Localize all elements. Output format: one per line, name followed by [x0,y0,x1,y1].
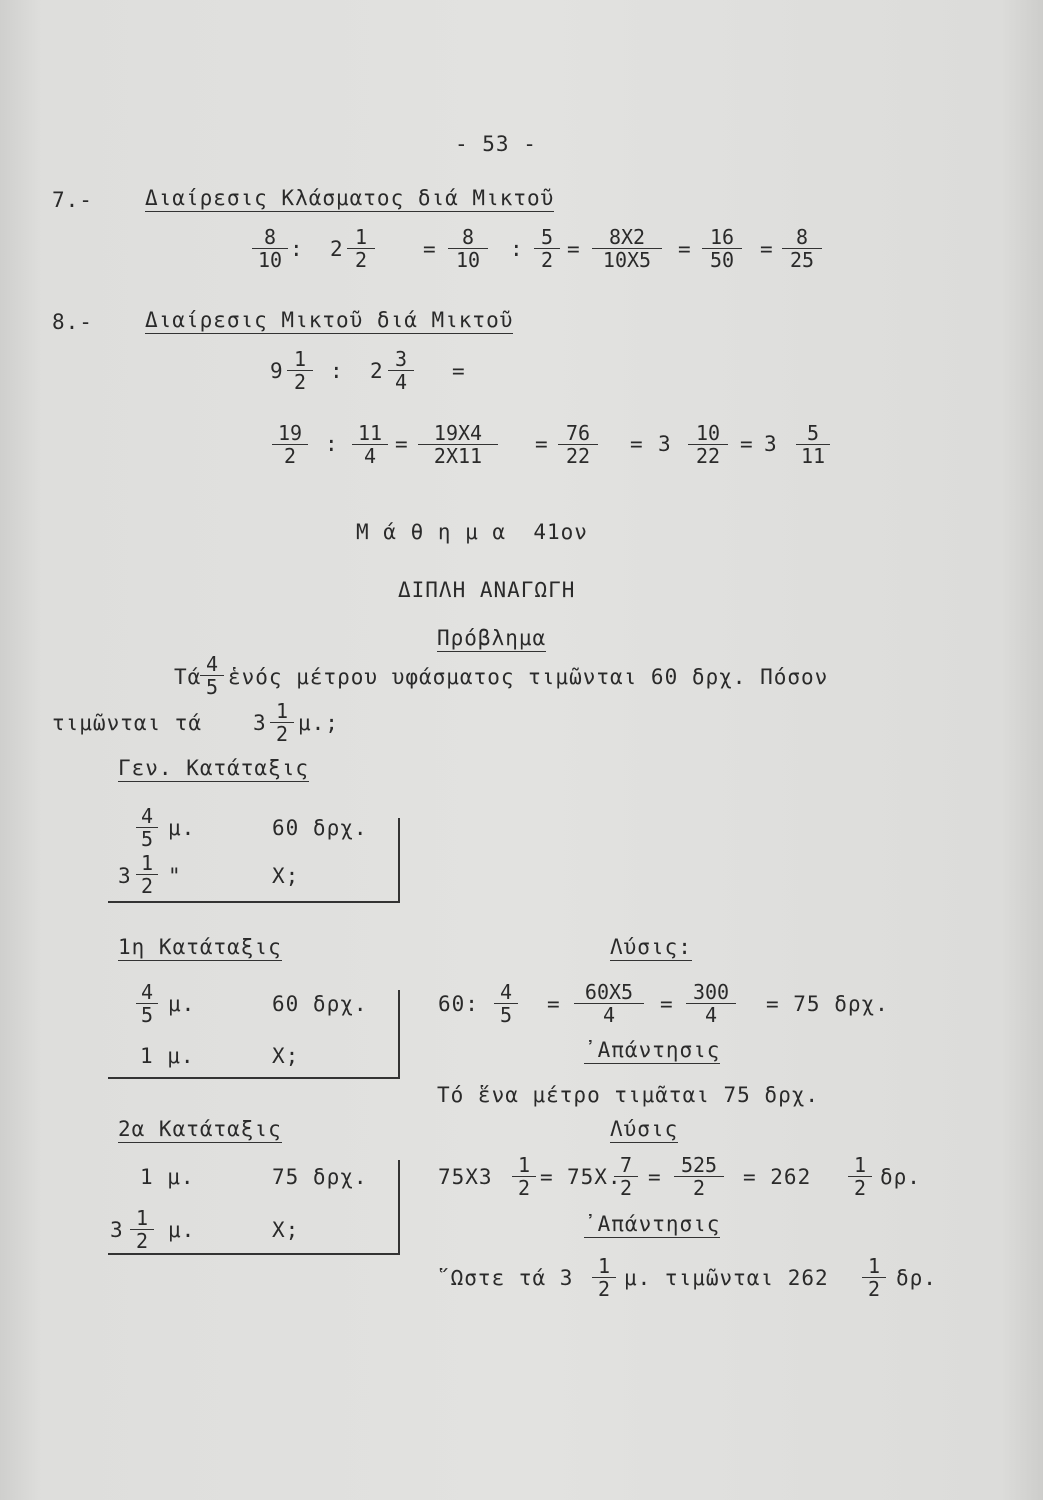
unit: μ. [168,992,196,1016]
whole-number: 3 [764,432,778,456]
value: X; [272,864,300,888]
solution-text: = 262 [743,1165,812,1189]
operator: = [630,432,644,456]
fraction: $\frac{5}{2}$ [534,226,560,271]
fraction: $\frac{16}{50}$ [702,226,742,271]
whole-number: 9 [270,359,284,383]
answer-text: ῞Ωστε τά 3 [437,1266,574,1290]
section-8-number: 8.- [52,310,93,334]
whole-number: 3 [110,1218,124,1242]
answer-text: δρ. [896,1266,937,1290]
operator: : [510,237,524,261]
lesson-subtitle: ΔΙΠΛΗ ΑΝΑΓΩΓΗ [398,578,576,602]
problem-text: ἑνός μέτρου υφάσματος τιμῶνται 60 δρχ. Πόσον [228,665,829,689]
fraction: $\frac{10}{22}$ [688,422,728,467]
fraction: $\frac{19}{2}$ [272,422,308,467]
operator: : [330,359,344,383]
fraction: $\frac{4}{5}$ [136,805,158,850]
unit: 1 μ. [140,1165,195,1189]
problem-text: Τά [174,665,202,689]
solution-text: 60: [438,992,479,1016]
operator: = [660,992,674,1016]
fraction: $\frac{8X2}{10X5}$ [592,226,662,271]
table-divider [108,901,400,903]
operator: = [760,237,774,261]
solution-text: 75X. [567,1165,622,1189]
operator: = [395,432,409,456]
operator: : [290,237,304,261]
lesson-title: Μ ά θ η μ α 41ον [356,520,588,544]
whole-number: 3 [253,711,267,735]
table-divider [398,1160,400,1254]
fraction: $\frac{1}{2}$ [130,1207,154,1252]
whole-number: 2 [370,359,384,383]
fraction: $\frac{4}{5}$ [200,653,224,698]
answer-label: ᾿Απάντησις [584,1212,721,1236]
solution-text: δρ. [880,1165,921,1189]
fraction: $\frac{60X5}{4}$ [574,981,644,1026]
fraction: $\frac{8}{10}$ [448,226,488,271]
value: 60 δρχ. [272,816,368,840]
solution-label: Λύσις [610,1117,679,1141]
table-divider [398,818,400,902]
gen-arrangement-title: Γεν. Κατάταξις [118,756,310,780]
table-divider [398,990,400,1078]
operator: = [540,1165,554,1189]
fraction: $\frac{1}{2}$ [270,700,294,745]
operator: = [648,1165,662,1189]
whole-number: 3 [118,864,132,888]
operator: = [740,432,754,456]
answer-text: Τό ἕνα μέτρο τιμᾶται 75 δρχ. [437,1083,820,1107]
fraction: $\frac{3}{4}$ [388,348,414,393]
fraction: $\frac{300}{4}$ [686,981,736,1026]
solution-text: 75X3 [438,1165,493,1189]
answer-text: μ. τιμῶνται 262 [624,1266,829,1290]
operator: : [325,432,339,456]
operator: = [678,237,692,261]
fraction: $\frac{5}{11}$ [796,422,830,467]
solution-text: = 75 δρχ. [766,992,889,1016]
problem-label: Πρόβλημα [437,626,547,650]
operator: = [452,359,466,383]
operator: = [535,432,549,456]
fraction: $\frac{1}{2}$ [592,1255,616,1300]
fraction: $\frac{7}{2}$ [614,1154,638,1199]
fraction: $\frac{4}{5}$ [136,981,158,1026]
table-divider [108,1077,400,1079]
value: X; [272,1218,300,1242]
unit: 1 μ. [140,1044,195,1068]
whole-number: 2 [330,237,344,261]
fraction: $\frac{1}{2}$ [512,1154,536,1199]
unit: μ. [168,1218,196,1242]
operator: = [423,237,437,261]
fraction: $\frac{19X4}{2X11}$ [418,422,498,467]
operator: = [567,237,581,261]
first-arrangement-title: 1η Κατάταξις [118,935,282,959]
fraction: $\frac{8}{10}$ [252,226,288,271]
fraction: $\frac{11}{4}$ [352,422,388,467]
fraction: $\frac{76}{22}$ [558,422,598,467]
table-divider [108,1253,400,1255]
section-7-title: Διαίρεσις Κλάσματος διά Μικτοῦ [145,186,555,210]
fraction: $\frac{1}{2}$ [347,226,375,271]
fraction: $\frac{1}{2}$ [848,1154,872,1199]
unit: μ. [168,816,196,840]
fraction: $\frac{1}{2}$ [862,1255,886,1300]
section-8-title: Διαίρεσις Μικτοῦ διά Μικτοῦ [145,308,514,332]
fraction: $\frac{1}{2}$ [287,348,313,393]
second-arrangement-title: 2α Κατάταξις [118,1117,282,1141]
fraction: $\frac{525}{2}$ [674,1154,724,1199]
whole-number: 3 [658,432,672,456]
solution-label: Λύσις: [610,935,692,959]
fraction: $\frac{4}{5}$ [494,981,518,1026]
unit: " [168,864,182,888]
value: 75 δρχ. [272,1165,368,1189]
answer-label: ᾿Απάντησις [584,1038,721,1062]
operator: = [547,992,561,1016]
value: X; [272,1044,300,1068]
section-7-number: 7.- [52,188,93,212]
fraction: $\frac{1}{2}$ [136,852,158,897]
problem-text: μ.; [298,711,339,735]
page-number: - 53 - [455,132,537,156]
value: 60 δρχ. [272,992,368,1016]
problem-text: τιμῶνται τά [52,711,203,735]
fraction: $\frac{8}{25}$ [782,226,822,271]
